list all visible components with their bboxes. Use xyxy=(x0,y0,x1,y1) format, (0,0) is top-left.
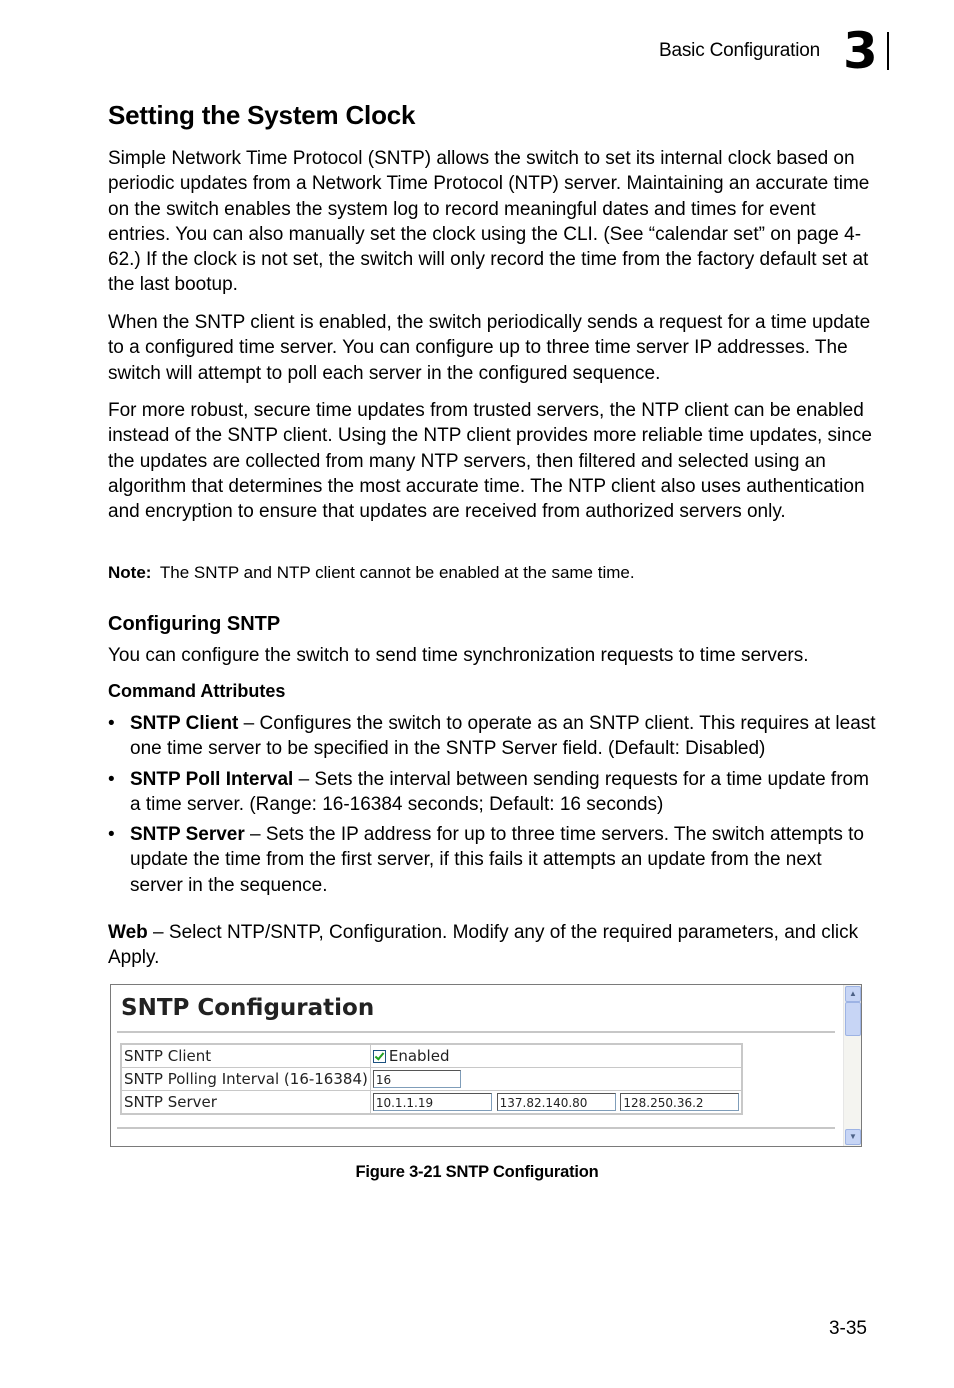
divider xyxy=(117,1031,835,1033)
chevron-up-icon[interactable]: ▲ xyxy=(845,986,861,1002)
bullet-icon: • xyxy=(108,713,115,734)
attribute-term: SNTP Poll Interval xyxy=(130,768,294,790)
chevron-down-icon[interactable]: ▼ xyxy=(845,1129,861,1145)
sntp-server-1-input[interactable]: 10.1.1.19 xyxy=(373,1093,492,1111)
page-number: 3-35 xyxy=(828,1318,867,1339)
attribute-description: – Sets the IP address for up to three time servers. The switch attempts to update the time from the first server, if this fails it attempts an update from the next server in the sequence. xyxy=(130,824,864,896)
note xyxy=(108,563,635,583)
note-text: The SNTP and NTP client cannot be enabled at the same time. xyxy=(159,563,635,582)
note-label: Note: xyxy=(108,563,152,582)
sntp-client-cell xyxy=(370,1044,742,1068)
sntp-client-enabled-label: Enabled xyxy=(388,1047,450,1065)
bullet-icon: • xyxy=(108,824,115,846)
table-row xyxy=(121,1068,742,1091)
sntp-configuration-screenshot xyxy=(110,984,862,1147)
sntp-server-cell xyxy=(370,1091,742,1115)
screenshot-title: SNTP Configuration xyxy=(121,995,375,1021)
list-item xyxy=(108,767,878,818)
bullet-icon: • xyxy=(108,768,115,790)
vertical-scrollbar[interactable] xyxy=(843,985,861,1146)
sntp-poll-interval-cell xyxy=(370,1068,742,1091)
paragraph-intro: Simple Network Time Protocol (SNTP) allows the switch to set its internal clock based on periodic updates from a Network Time Protocol (NTP) server. Maintaining an accurate time on the switch enables the system log to record meaningful dates and times for event entries. You can also manually set the clock using the CLI. (See “calendar set” on page 4-62.) If the clock is not set, the switch will only record the time from the factory default set at the last bootup. xyxy=(108,148,870,296)
web-instructions xyxy=(108,920,873,971)
paragraph-ntp-client: For more robust, secure time updates from trusted servers, the NTP client can be enabled instead of the SNTP client. Using the NTP client provides more reliable time updates, since the updates are collected from many NTP servers, then filtered and selected using an algorithm that determines the most accurate time. The NTP client also uses authentication and encryption to ensure that updates are received from authorized servers only. xyxy=(108,400,872,523)
figure-caption: Figure 3-21 SNTP Configuration xyxy=(355,1163,599,1181)
web-term: Web xyxy=(108,922,148,943)
list-item xyxy=(108,822,878,898)
list-item xyxy=(108,711,878,762)
attribute-description: – Sets the interval between sending requests for a time update from a time server. (Range: 16-16384 seconds; Default: 16 seconds) xyxy=(130,768,869,815)
attribute-term: SNTP Client xyxy=(130,713,239,734)
table-row xyxy=(121,1091,742,1115)
sntp-client-label: SNTP Client xyxy=(121,1044,370,1068)
sntp-poll-interval-label: SNTP Polling Interval (16-16384) xyxy=(121,1068,370,1091)
sntp-client-checkbox[interactable] xyxy=(373,1050,386,1063)
web-text: – Select NTP/SNTP, Configuration. Modify any of the required parameters, and click Apply. xyxy=(108,922,859,969)
subsection-intro: You can configure the switch to send time synchronization requests to time servers. xyxy=(108,645,809,666)
sntp-server-3-input[interactable]: 128.250.36.2 xyxy=(620,1093,739,1111)
sntp-server-label: SNTP Server xyxy=(121,1091,370,1115)
attribute-term: SNTP Server xyxy=(130,824,245,846)
chapter-divider xyxy=(887,32,889,70)
sntp-config-table xyxy=(120,1043,743,1115)
running-header: Basic Configuration xyxy=(659,40,820,61)
chapter-number: 3 xyxy=(843,22,878,80)
attributes-list xyxy=(108,711,878,903)
paragraph-sntp-client: When the SNTP client is enabled, the switch periodically sends a request for a time update to a configured time server. You can configure up to three time server IP addresses. The switch will attempt to poll each server in the configured sequence. xyxy=(108,312,871,384)
attributes-heading: Command Attributes xyxy=(108,681,286,701)
sntp-server-2-input[interactable]: 137.82.140.80 xyxy=(497,1093,616,1111)
scrollbar-thumb[interactable] xyxy=(845,1002,861,1036)
table-row xyxy=(121,1044,742,1068)
section-title: Setting the System Clock xyxy=(108,100,416,130)
subsection-title: Configuring SNTP xyxy=(108,613,281,635)
attribute-description: – Configures the switch to operate as an SNTP client. This requires at least one time server to be specified in the SNTP Server field. (Default: Disabled) xyxy=(130,713,876,760)
sntp-poll-interval-input[interactable]: 16 xyxy=(373,1070,461,1088)
divider xyxy=(117,1127,835,1129)
